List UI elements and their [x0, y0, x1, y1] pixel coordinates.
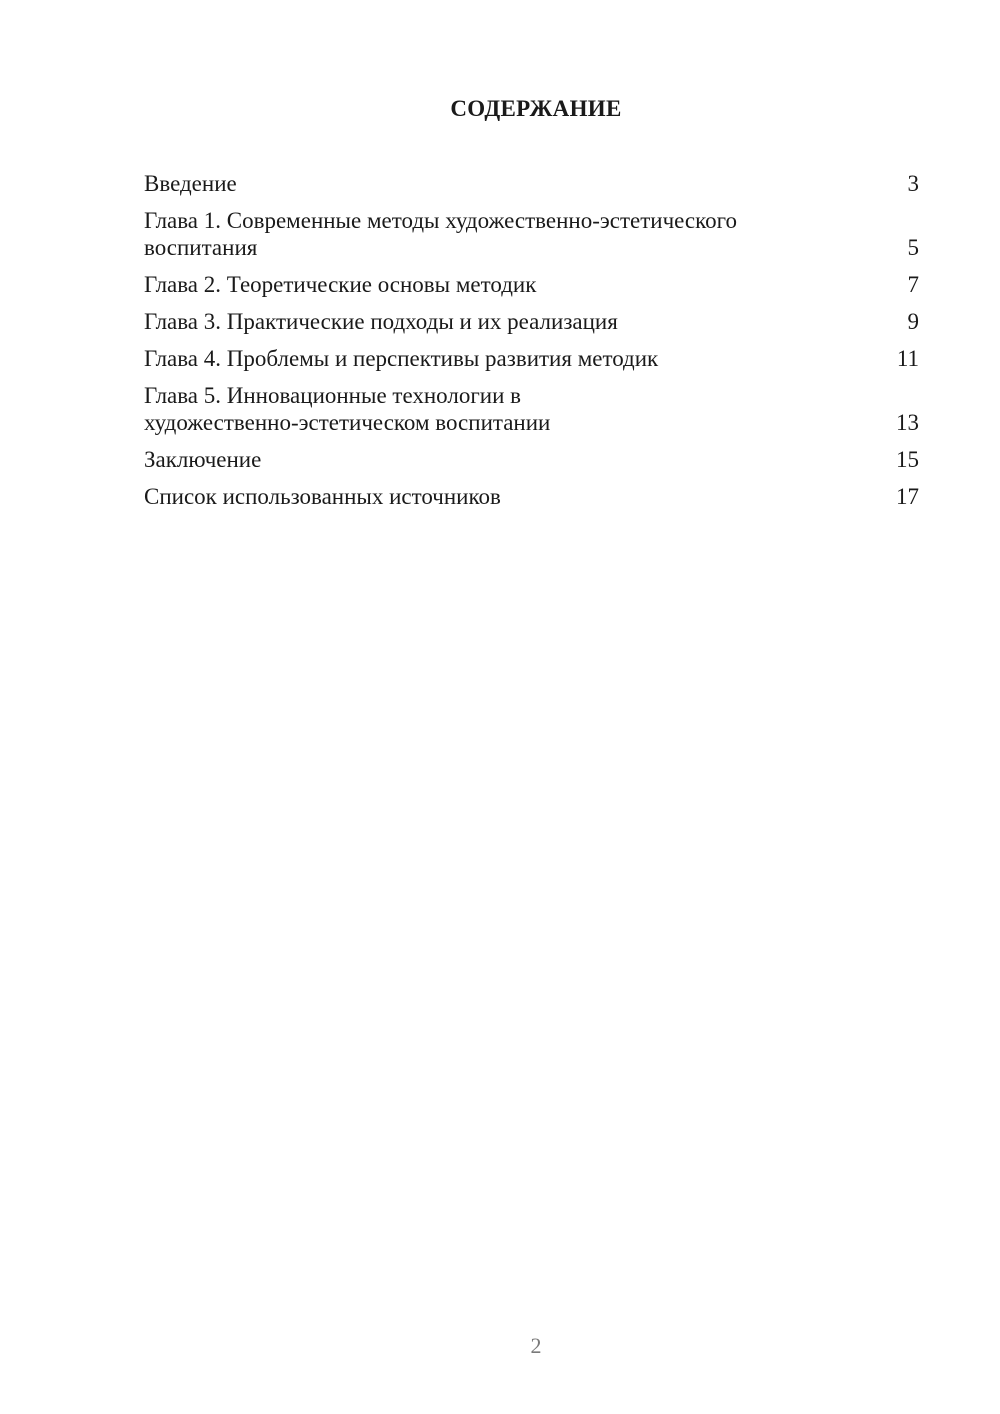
toc-entry-page: 13 [896, 410, 919, 435]
toc-entry-title [144, 382, 804, 436]
toc-entry-title [144, 170, 804, 197]
toc-entry-line: Глава 1. Современные методы художественно-эстетического [144, 208, 737, 233]
toc-entry-title [144, 483, 804, 510]
toc-entry-page: 5 [907, 235, 919, 260]
toc-entry-references [144, 483, 919, 510]
toc-entry-chapter-5 [144, 382, 919, 436]
toc-entry-chapter-4 [144, 345, 919, 372]
toc-entry-title [144, 345, 804, 372]
toc-entry-page: 15 [896, 447, 919, 472]
toc-entry-conclusion [144, 446, 919, 473]
toc-entry-title [144, 308, 804, 335]
toc-entry-page: 11 [896, 346, 919, 371]
toc-entry-title [144, 271, 804, 298]
toc-title: СОДЕРЖАНИЕ [450, 96, 622, 121]
toc-entry-title [144, 207, 804, 261]
toc-entry-line: Список использованных источников [144, 484, 501, 509]
toc-entry-line: Глава 4. Проблемы и перспективы развития методик [144, 346, 659, 371]
toc-entry-line: воспитания [144, 235, 258, 260]
table-of-contents [144, 170, 919, 520]
page-number: 2 [530, 1333, 542, 1358]
toc-entry-page: 17 [896, 484, 919, 509]
toc-entry-introduction [144, 170, 919, 197]
toc-entry-chapter-2 [144, 271, 919, 298]
toc-entry-line: художественно-эстетическом воспитании [144, 410, 551, 435]
toc-entry-chapter-3 [144, 308, 919, 335]
toc-entry-page: 3 [907, 171, 919, 196]
toc-entry-line: Глава 3. Практические подходы и их реализация [144, 309, 618, 334]
toc-entry-title [144, 446, 804, 473]
toc-entry-chapter-1 [144, 207, 919, 261]
toc-entry-line: Глава 5. Инновационные технологии в [144, 383, 522, 408]
toc-entry-line: Введение [144, 171, 237, 196]
toc-entry-line: Глава 2. Теоретические основы методик [144, 272, 537, 297]
toc-entry-page: 9 [907, 309, 919, 334]
toc-entry-line: Заключение [144, 447, 262, 472]
toc-entry-page: 7 [907, 272, 919, 297]
